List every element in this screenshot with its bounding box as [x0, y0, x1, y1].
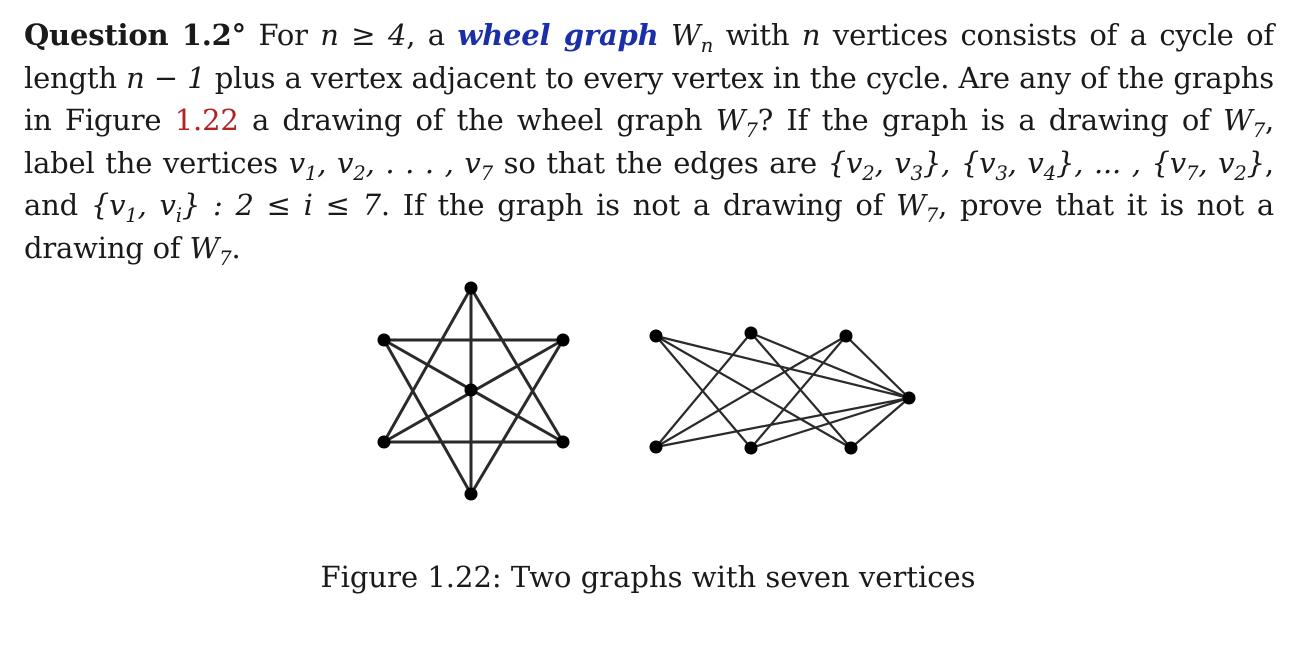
graph-vertex [378, 436, 391, 449]
question-text [24, 14, 1274, 269]
graph-vertex [650, 330, 663, 343]
text-2: vertices consists of a cycle of length [24, 18, 1274, 95]
graph-right [650, 327, 916, 455]
graph-vertex [840, 330, 853, 343]
text-8: , and [24, 145, 1274, 222]
text-9: . If the graph is not a drawing of [380, 188, 884, 222]
math-n: n [801, 18, 821, 52]
math-edges: {$v_2$, $v_3$}, {$v_3$, $v_4$}, ... , {$v_7$, $v_2$} [827, 145, 1265, 185]
math-condition: n ≥ 4 [320, 18, 407, 52]
wheel-graph-term: wheel graph [457, 18, 659, 52]
math-spokes: {$v_1$, $v_i$} : 2 ≤ i ≤ 7 [90, 188, 381, 227]
math-w7: $W_7$ [896, 188, 939, 227]
graph-vertex [557, 334, 570, 347]
text-10: , prove that it is not a drawing of [24, 188, 1274, 265]
graph-vertex [745, 442, 758, 455]
text-7: so that the edges are [503, 145, 818, 180]
math-wn: $W_n$ [671, 18, 714, 57]
graph-vertex [465, 384, 478, 397]
math-w7: $W_7$ [189, 230, 232, 270]
figure-caption: Figure 1.22: Two graphs with seven vertices [320, 560, 976, 594]
text-3: plus a vertex adjacent to every vertex in the cycle. Are any of the graphs in Figure [24, 60, 1274, 137]
text-11: . [231, 230, 241, 265]
math-w7: $W_7$ [1223, 103, 1265, 142]
text-4: a drawing of the wheel graph [251, 103, 703, 137]
figure-graphs-svg [0, 270, 1316, 520]
graph-left [378, 282, 570, 501]
question-label: Question 1.2° [24, 18, 246, 52]
graph-edge [656, 398, 909, 447]
graph-vertex [465, 488, 478, 501]
graph-vertex [465, 282, 478, 295]
figure-reference-link[interactable]: 1.22 [174, 103, 239, 137]
graph-vertex [378, 334, 391, 347]
graph-vertex [845, 442, 858, 455]
figure-1-22 [0, 270, 1316, 520]
graph-edge [846, 336, 909, 398]
graph-vertex [557, 436, 570, 449]
text-6: , label the vertices [24, 103, 1274, 180]
text-5: ? If the graph is a drawing of [757, 103, 1210, 137]
article-text: , a [406, 18, 445, 52]
text-1: with [725, 18, 790, 52]
graph-vertex [903, 392, 916, 405]
graph-edge [851, 398, 909, 448]
math-w7: $W_7$ [715, 103, 758, 142]
graph-edge [656, 336, 851, 448]
intro-text: For [258, 18, 308, 52]
graph-vertex [650, 441, 663, 454]
graph-vertex [745, 327, 758, 340]
math-n-minus-1: n − 1 [126, 60, 206, 95]
math-vertices: $v_1$, $v_2$, . . . , $v_7$ [288, 145, 493, 185]
